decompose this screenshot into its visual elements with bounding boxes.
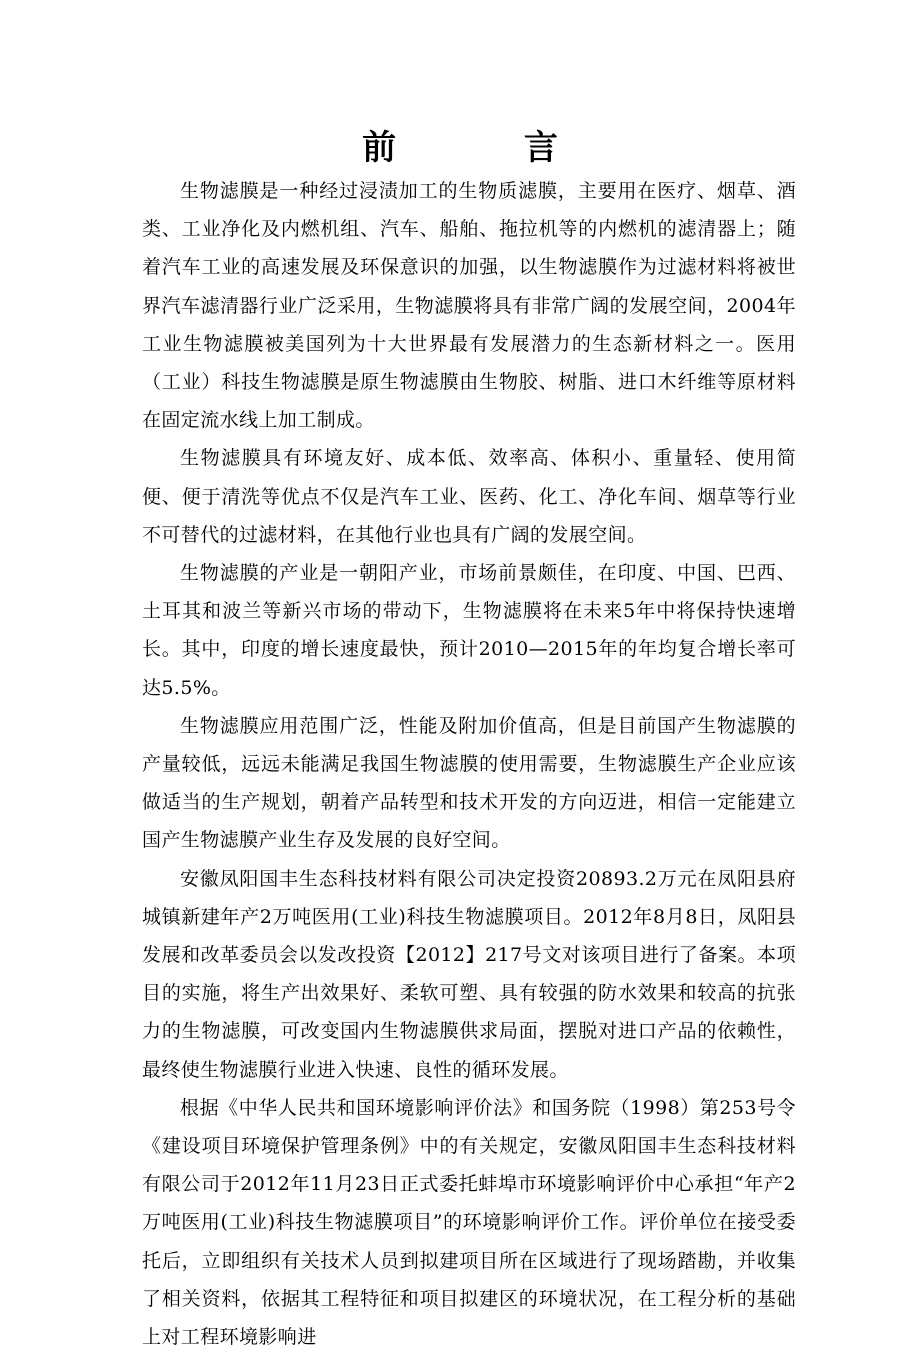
- paragraph-domestic-production: 生物滤膜应用范围广泛，性能及附加价值高，但是目前国产生物滤膜的产量较低，远远未能满足我国生物滤膜的使用需要，生物滤膜生产企业应该做适当的生产规划，朝着产品转型和技术开发的方向迈进，相信一定能建立国产生物滤膜产业生存及发展的良好空间。: [142, 714, 796, 852]
- paragraph-intro: 生物滤膜是一种经过浸渍加工的生物质滤膜，主要用在医疗、烟草、酒类、工业净化及内燃机组、汽车、船舶、拖拉机等的内燃机的滤清器上；随着汽车工业的高速发展及环保意识的加强，以生物滤膜作为过滤材料将被世界汽车滤清器行业广泛采用，生物滤膜将具有非常广阔的发展空间，2004年工业生物滤膜被美国列为十大世界最有发展潜力的生态新材料之一。医用（工业）科技生物滤膜是原生物滤膜由生物胶、树脂、进口木纤维等原材料在固定流水线上加工制成。: [142, 180, 796, 432]
- paragraph-project-investment: 安徽凤阳国丰生态科技材料有限公司决定投资20893.2万元在凤阳县府城镇新建年产2万吨医用(工业)科技生物滤膜项目。2012年8月8日，凤阳县发展和改革委员会以发改投资【2012】217号文对该项目进行了备案。本项目的实施，将生产出效果好、柔软可塑、具有较强的防水效果和较高的抗张力的生物滤膜，可改变国内生物滤膜供求局面，摆脱对进口产品的依赖性，最终使生物滤膜行业进入快速、良性的循环发展。: [142, 867, 796, 1081]
- document-body: [142, 172, 796, 1356]
- paragraph-market: 生物滤膜的产业是一朝阳产业，市场前景颇佳，在印度、中国、巴西、土耳其和波兰等新兴市场的带动下，生物滤膜将在未来5年中将保持快速增长。其中，印度的增长速度最快，预计2010—2015年的年均复合增长率可达5.5%。: [142, 562, 796, 699]
- paragraph-advantages: 生物滤膜具有环境友好、成本低、效率高、体积小、重量轻、使用简便、便于清洗等优点不仅是汽车工业、医药、化工、净化车间、烟草等行业不可替代的过滤材料，在其他行业也具有广阔的发展空间。: [142, 447, 796, 546]
- page-title: 前 言: [362, 128, 616, 168]
- paragraph-eia-commission: 根据《中华人民共和国环境影响评价法》和国务院（1998）第253号令《建设项目环境保护管理条例》中的有关规定，安徽凤阳国丰生态科技材料有限公司于2012年11月23日正式委托蚌埠市环境影响评价中心承担“年产2万吨医用(工业)科技生物滤膜项目”的环境影响评价工作。评价单位在接受委托后，立即组织有关技术人员到拟建项目所在区域进行了现场踏勘，并收集了相关资料，依据其工程特征和项目拟建区的环境状况，在工程分析的基础上对工程环境影响进: [142, 1096, 796, 1349]
